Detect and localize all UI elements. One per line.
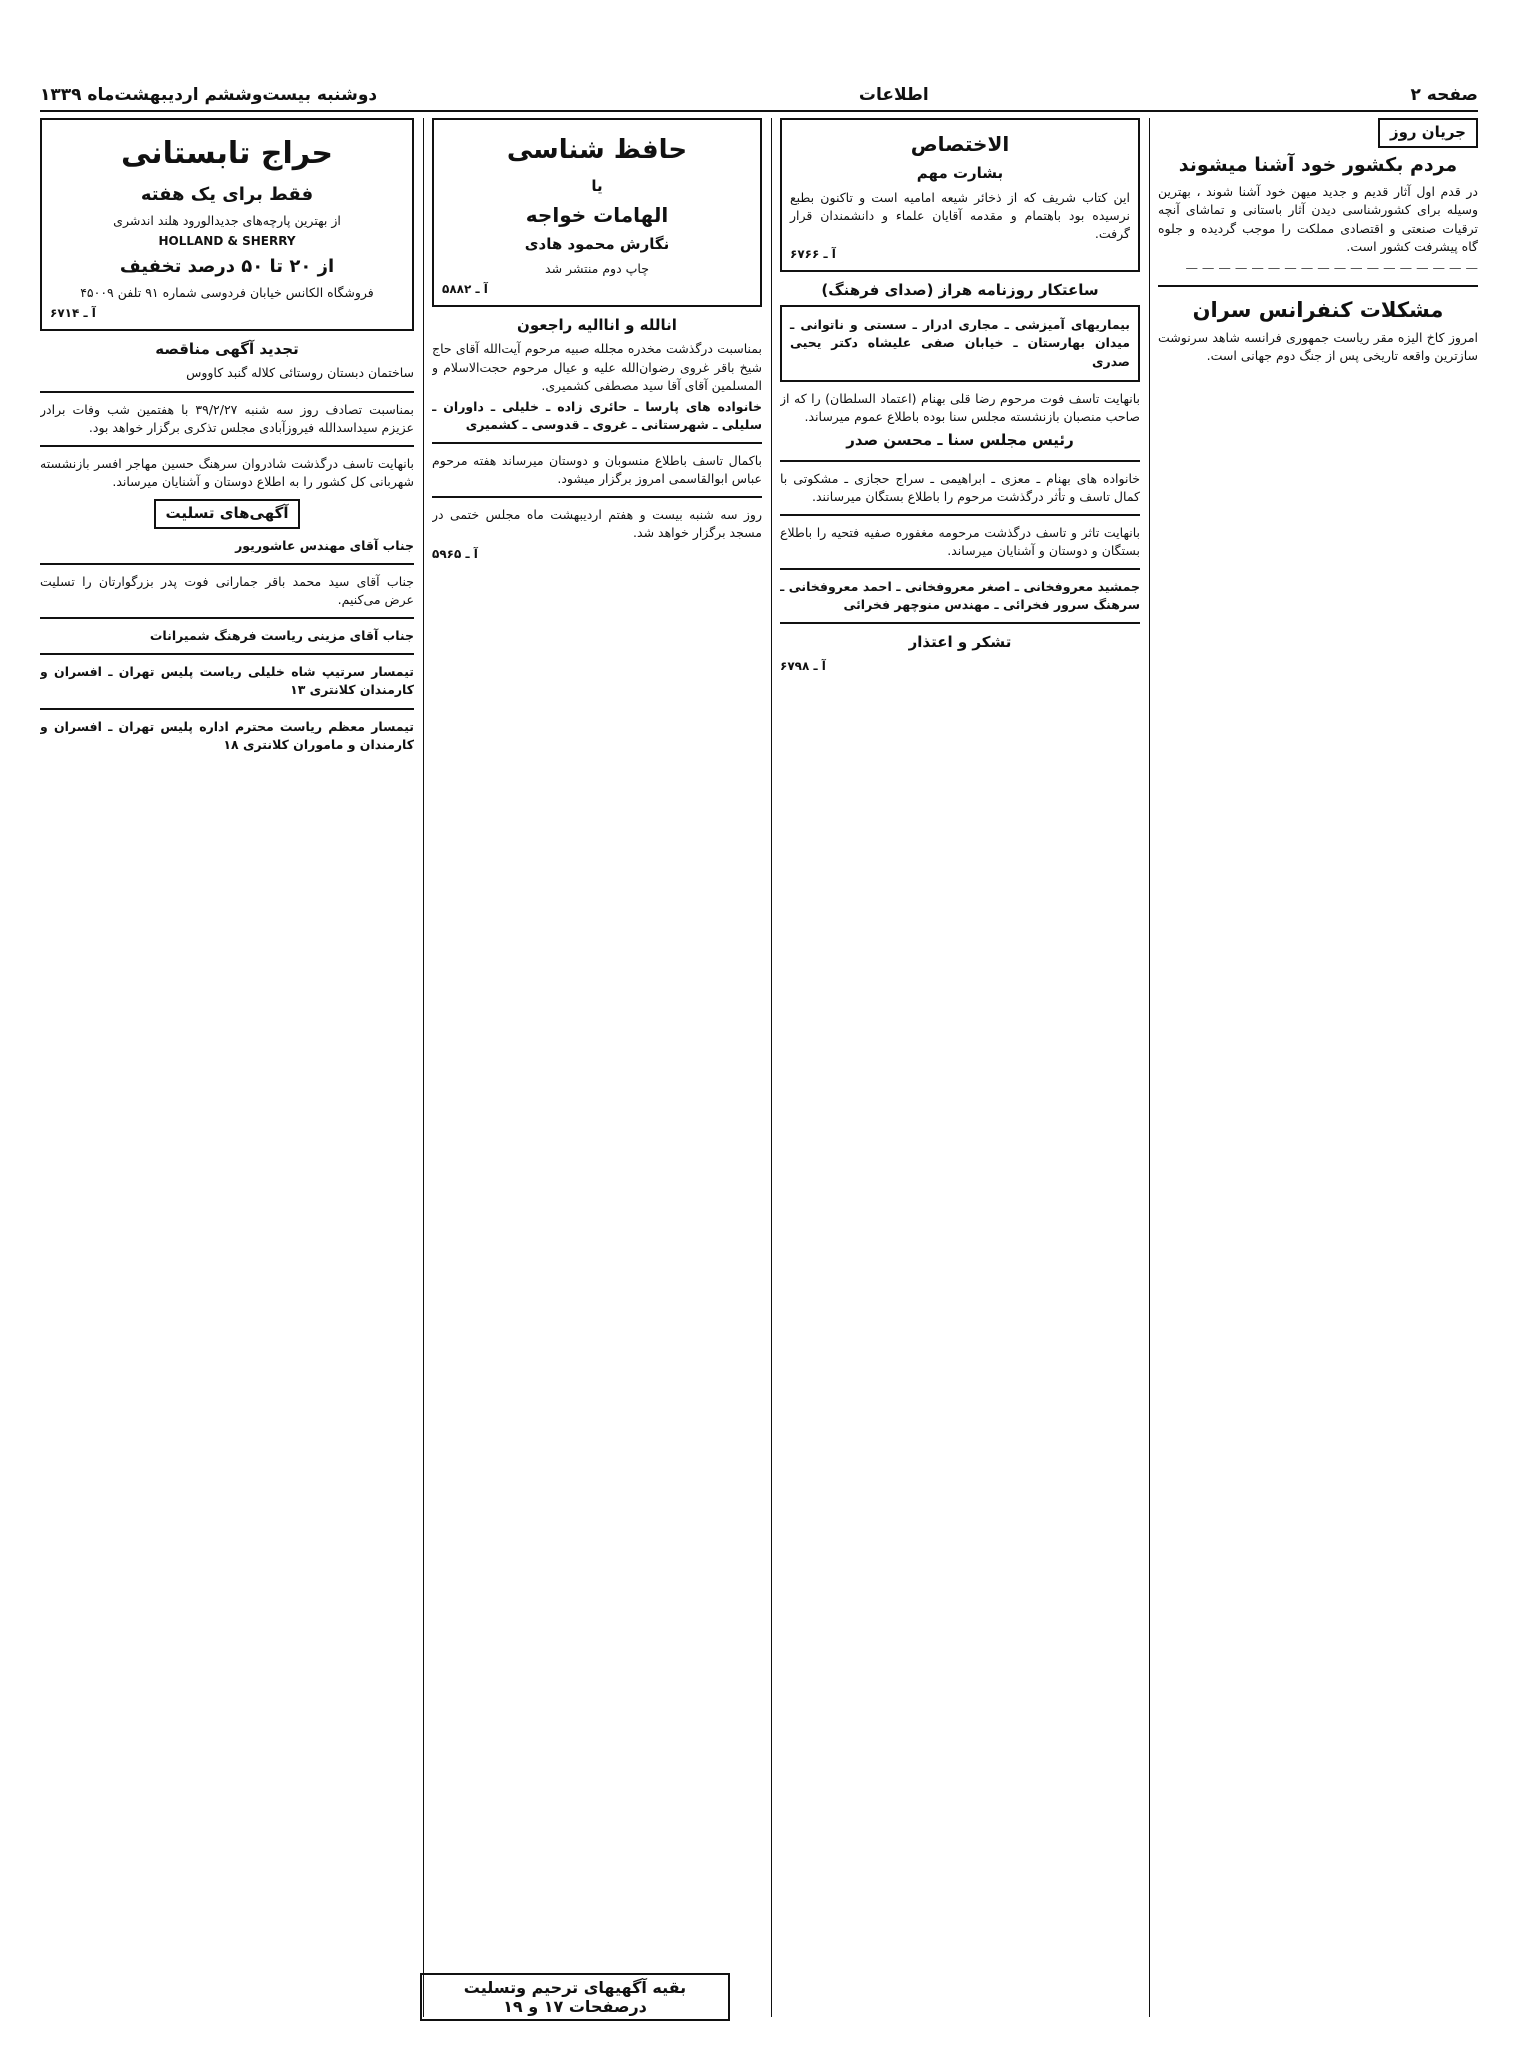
hafez-book-title: حافظ شناسی [506, 135, 688, 165]
ad-reference: آ ـ ۶۷۱۴ [50, 306, 96, 321]
obituary-families: خانواده های پارسا ـ حائری زاده ـ خلیلی ـ داوران ـ سلیلی ـ شهرستانی ـ غروی ـ قدوسی ـ کشمیری [432, 398, 762, 432]
obituary-text-2: بانهایت تاثر و تاسف درگذشت مرحومه مغفوره صفیه فتحیه را باطلاع بستگان و دوستان و آشنایان میرساند. [780, 524, 1140, 559]
continuation-text: بقیه آگهیهای ترحیم وتسلیت درصفحات ۱۷ و ۱۹ [463, 1978, 687, 2016]
divider [40, 708, 414, 710]
tender-text: ساختمان دبستان روستائی کلاله گنبد کاووس [186, 365, 414, 381]
obituary-signature: رئیس مجلس سنا ـ محسن صدر [846, 430, 1074, 449]
tender-heading: تجدید آگهی مناقصه [155, 339, 299, 358]
ad-reference: آ ـ ۶۷۹۸ [780, 659, 826, 674]
sale-ad-brand: HOLLAND & SHERRY [158, 233, 296, 248]
hafez-book-ad [432, 118, 762, 307]
obituary-heading: انالله و انااليه راجعون [517, 315, 677, 334]
divider [40, 617, 414, 619]
sale-ad-address: فروشگاه الکانس خیابان فردوسی شماره ۹۱ تلفن ۴۵۰۰۹ [80, 285, 374, 301]
article-paragraph: در قدم اول آثار قدیم و جدید میهن خود آشنا شوند ، بهترین وسیله برای کشورشناسی دیدن آثار باستانی و تماشای آنچه ترقیات صنعتی و اقتصادی مملکت را موجب گردیده و جلوه گاه پیشرفت کشور است. [1158, 184, 1478, 254]
condolence-section-label: آگهی‌های تسلیت [154, 499, 301, 529]
section-label: جریان روز [1378, 118, 1478, 148]
article-headline-2: مشکلات کنفرانس سران [1192, 297, 1444, 322]
column-notices-3 [40, 118, 414, 2017]
condolence-text-3: تیمسار سرتیپ شاه خلیلی ریاست پلیس تهران ـ افسران و کارمندان کلانتری ۱۳ [40, 664, 414, 698]
book-ad-subtitle: بشارت مهم [916, 164, 1004, 182]
obituary-families: خانواده های بهنام ـ معزی ـ ابراهیمی ـ سراج حجازی ـ مشکوتی با کمال تاسف و تأثر درگذشت مرحوم را باطلاع بستگان میرسانند. [780, 470, 1140, 504]
divider [432, 442, 762, 444]
ad-reference: آ ـ ۵۸۸۲ [442, 282, 488, 297]
divider [432, 496, 762, 498]
notice-heading: ساعتکار روزنامه هراز (صدای فرهنگ) [821, 280, 1099, 299]
divider [1158, 285, 1478, 287]
sale-ad-text: از بهترین پارچه‌های جدیدالورود هلند اندشری [113, 212, 341, 228]
divider [40, 391, 414, 393]
clinic-ad-text: بیماریهای آمیزشی ـ مجاری ادرار ـ سستی و ناتوانی ـ میدان بهارستان ـ خیابان صفی علیشاه دکتر یحیی صدری [790, 317, 1130, 369]
hafez-book-ya: یا [591, 176, 603, 195]
divider [40, 653, 414, 655]
divider [780, 622, 1140, 624]
hafez-book-print: چاپ دوم منتشر شد [545, 261, 649, 277]
condolence-text: جناب آقای سید محمد باقر جمارانی فوت پدر بزرگوارتان را تسلیت عرض می‌کنیم. [40, 573, 414, 608]
obituary-families-2: جمشید معروفخانی ـ اصغر معروفخانی ـ احمد معروفخانی ـ سرهنگ سرور فخرائی ـ مهندس منوچهر فخرائی [780, 579, 1140, 613]
column-notices-2 [432, 118, 762, 2017]
book-ad-title: الاختصاص [910, 132, 1010, 156]
article-paragraph-2: امروز کاخ الیزه مقر ریاست جمهوری فرانسه شاهد سرنوشت سازترین واقعه تاریخی پس از جنگ دوم جهانی است. [1158, 330, 1478, 364]
issue-date: دوشنبه بیست‌وششم اردیبهشت‌ماه ۱۳۳۹ [40, 85, 378, 105]
page-header [40, 80, 1478, 112]
sale-ad [40, 118, 414, 331]
divider [40, 563, 414, 565]
obituary-text: بانهایت تاسف فوت مرحوم رضا قلی بهنام (اعتماد السلطان) را که از صاحب منصبان بازنشسته مجلس سنا بوده باطلاع عموم میرساند. [780, 390, 1140, 424]
condolence-text-2: جناب آقای مزینی ریاست فرهنگ شمیرانات [149, 628, 414, 644]
sale-ad-subtitle: فقط برای یک هفته [140, 183, 314, 205]
obituary-text-2: باکمال تاسف باطلاع منسوبان و دوستان میرساند هفته مرحوم عباس ابوالقاسمی امروز برگزار میشود. [432, 453, 762, 487]
column-rule [1149, 118, 1150, 2017]
column-notices-1 [780, 118, 1140, 2017]
column-rule [423, 118, 424, 2017]
column-current-affairs [1158, 118, 1478, 2017]
continuation-note [420, 1973, 730, 2021]
book-ad-text: این کتاب شریف که از ذخائر شیعه امامیه است و تاکنون بطبع نرسیده بود باهتمام و مقدمه آقایان علماء و دانشمندان قرار گرفت. [790, 189, 1130, 241]
notice-text: بمناسبت تصادف روز سه شنبه ۳۹/۲/۲۷ با هفتمین شب وفات برادر عزیزم سیداسدالله فیروزآبادی مجلس تذکری برگزار خواهد بود. [40, 401, 414, 435]
clinic-ad [780, 305, 1140, 381]
thanks-heading: تشکر و اعتذار [908, 633, 1012, 652]
divider [780, 514, 1140, 516]
divider [780, 460, 1140, 462]
condolence-text-4: تیمسار معظم ریاست محترم اداره پلیس تهران ـ افسران و کارمندان و ماموران کلانتری ۱۸ [40, 718, 414, 752]
condolence-addressee: جناب آقای مهندس عاشوریور [235, 537, 414, 553]
obituary-text-3: روز سه شنبه بیست و هفتم اردیبهشت ماه مجلس ختمی در مسجد برگزار خواهد شد. [432, 507, 762, 541]
hafez-book-author: نگارش محمود هادی [524, 235, 670, 254]
page-number: صفحه ۲ [1410, 85, 1478, 105]
divider [40, 445, 414, 447]
column-rule [771, 118, 772, 2017]
hafez-book-subtitle: الهامات خواجه [525, 203, 669, 228]
newspaper-name: اطلاعات [858, 85, 929, 105]
obituary-text: بمناسبت درگذشت مخدره مجلله صبیه مرحوم آیت‌الله آقای حاج شیخ باقر غروی رضوان‌الله علیه و عیال مرحوم حجت‌الاسلام و المسلمین آقای آقا سید مصطفی کشمیری. [432, 341, 762, 393]
article-headline: مردم بکشور خود آشنا میشوند [1178, 153, 1458, 176]
sale-ad-title: حراج تابستانی [120, 136, 334, 171]
ad-reference: آ ـ ۵۹۶۵ [432, 546, 478, 561]
notice-text-2: بانهایت تاسف درگذشت شادروان سرهنگ حسین مهاجر افسر بازنشسته شهربانی کل کشور را به اطلاع دوستان و آشنایان میرساند. [40, 455, 414, 489]
article-body-filler: — — — — — — — — — — — — — — — — — — [1185, 259, 1478, 275]
book-ad [780, 118, 1140, 272]
ad-reference: آ ـ ۶۷۶۶ [790, 247, 836, 262]
sale-ad-discount: از ۲۰ تا ۵۰ درصد تخفیف [119, 256, 335, 278]
divider [780, 568, 1140, 570]
